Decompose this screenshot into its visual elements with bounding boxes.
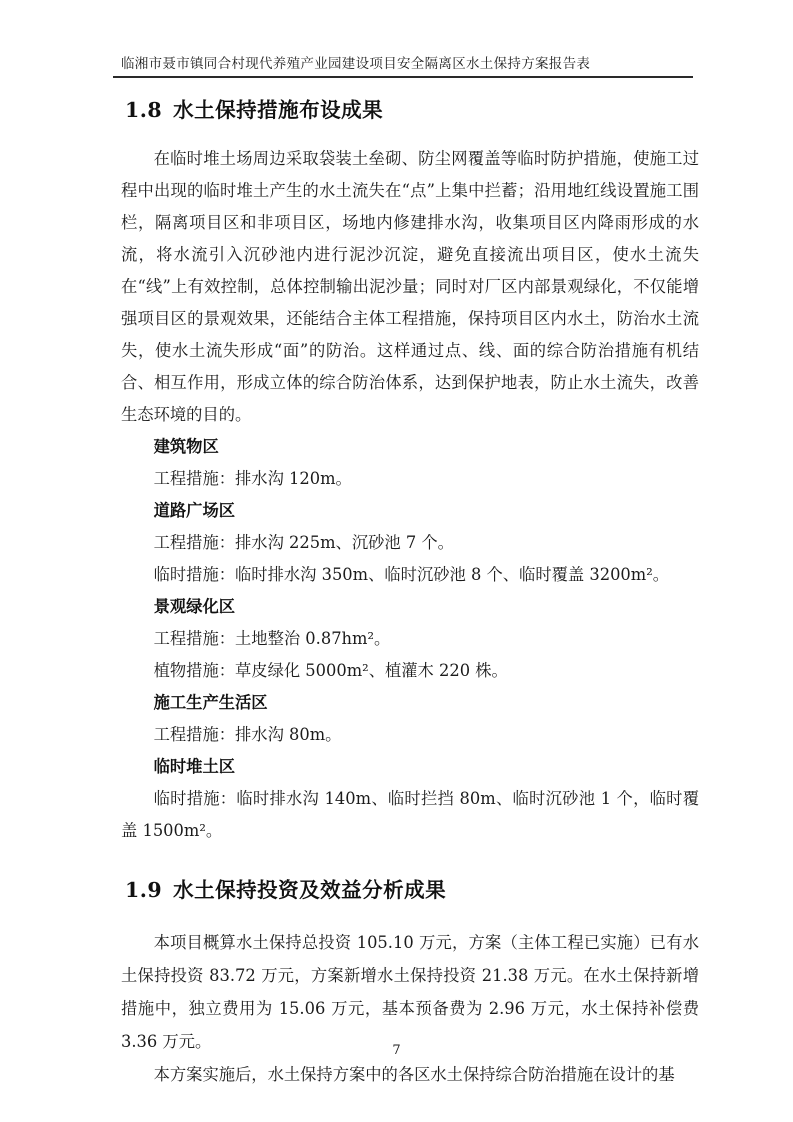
page-number: 7 [392, 1043, 401, 1058]
zone-heading: 施工生产生活区 [153, 693, 268, 712]
section-1-9-paragraph: 本项目概算水土保持总投资 105.10 万元，方案（主体工程已实施）已有水土保持投资 83.72 万元，方案新增水土保持投资 21.38 万元。在水土保持新增措施中，独立费用为 15.06 万元，基本预备费为 2.96 万元，水土保持补偿费 3.36 万元。 [121, 933, 699, 1051]
section-1-8-title: 水土保持措施布设成果 [173, 98, 384, 122]
zone-block-construction-living [121, 687, 699, 751]
zone-block-temporary-soil-stockpile [121, 751, 699, 847]
section-1-9-number: 1.9 [125, 878, 163, 902]
zone-block-road-square [121, 495, 699, 591]
zone-heading: 道路广场区 [153, 501, 236, 520]
section-1-9-paragraph: 本方案实施后，水土保持方案中的各区水土保持综合防治措施在设计的基 [153, 1065, 675, 1084]
zone-block-landscape-greening [121, 591, 699, 687]
measure-line: 工程措施：排水沟 120m。 [153, 469, 352, 488]
measure-line: 植物措施：草皮绿化 5000m²、植灌木 220 株。 [153, 661, 508, 680]
measure-line: 工程措施：排水沟 225m、沉砂池 7 个。 [153, 533, 454, 552]
header-title: 临湘市聂市镇同合村现代养殖产业园建设项目安全隔离区水土保持方案报告表 [121, 56, 591, 72]
measure-line: 临时措施：临时排水沟 350m、临时沉砂池 8 个、临时覆盖 3200m²。 [153, 565, 670, 584]
zone-heading: 临时堆土区 [153, 757, 236, 776]
zone-heading: 建筑物区 [153, 437, 219, 456]
page-content [121, 93, 699, 1091]
measure-line: 工程措施：排水沟 80m。 [153, 725, 342, 744]
zone-heading: 景观绿化区 [153, 597, 236, 616]
page-footer [0, 1043, 793, 1058]
section-1-9-title: 水土保持投资及效益分析成果 [173, 878, 447, 902]
zone-block-buildings [121, 431, 699, 495]
measure-line: 临时措施：临时排水沟 140m、临时拦挡 80m、临时沉砂池 1 个，临时覆盖 1500m²。 [121, 789, 699, 840]
section-1-8-number: 1.8 [125, 98, 163, 122]
page-header [113, 0, 693, 78]
section-1-8-heading [125, 93, 699, 123]
section-1-8-intro-paragraph: 在临时堆土场周边采取袋装土垒砌、防尘网覆盖等临时防护措施，使施工过程中出现的临时堆土产生的水土流失在“点”上集中拦蓄；沿用地红线设置施工围栏，隔离项目区和非项目区，场地内修建排水沟，收集项目区内降雨形成的水流，将水流引入沉砂池内进行泥沙沉淀，避免直接流出项目区，使水土流失在“线”上有效控制，总体控制输出泥沙量；同时对厂区内部景观绿化，不仅能增强项目区的景观效果，还能结合主体工程措施，保持项目区内水土，防治水土流失，使水土流失形成“面”的防治。这样通过点、线、面的综合防治措施有机结合、相互作用，形成立体的综合防治体系，达到保护地表，防止水土流失，改善生态环境的目的。 [121, 149, 699, 424]
section-1-9-heading [125, 873, 699, 903]
measure-line: 工程措施：土地整治 0.87hm²。 [153, 629, 391, 648]
